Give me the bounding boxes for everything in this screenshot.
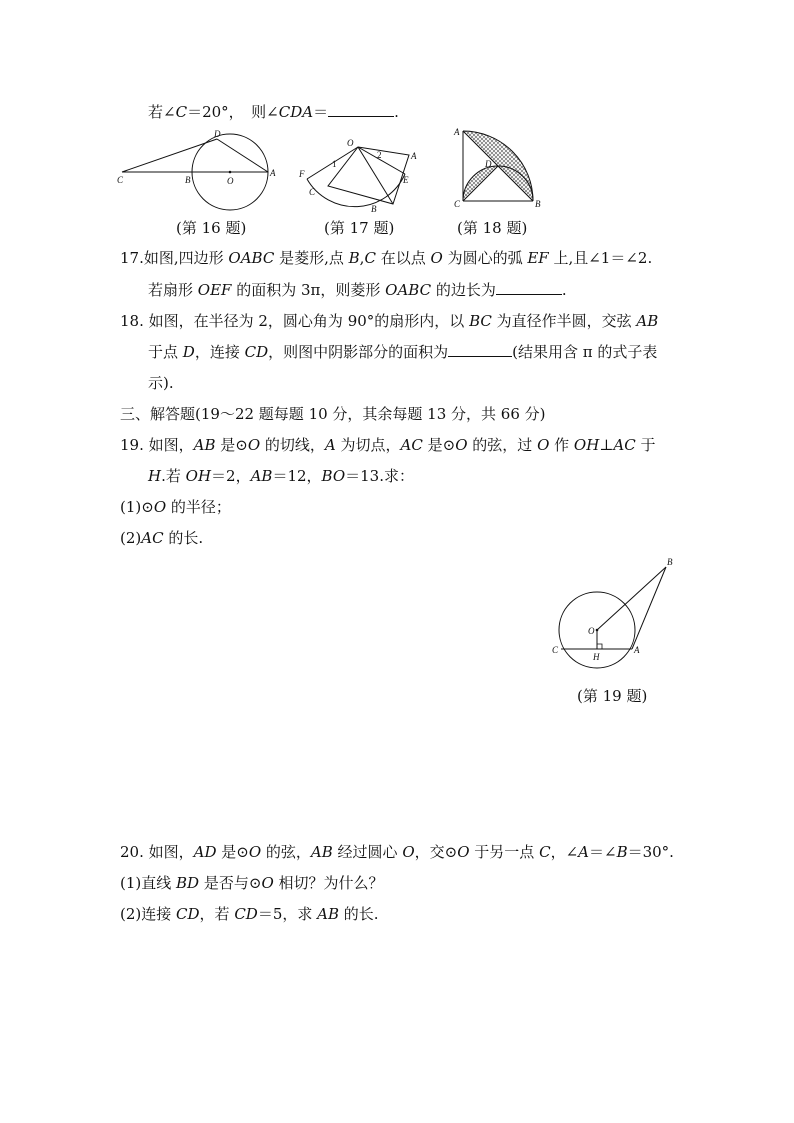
q19-line-1: 19. 如图，AB 是⊙O 的切线，A 为切点，AC 是⊙O 的弦，过 O 作 OH⊥AC 于 xyxy=(120,436,656,454)
caption-fig19: (第 19 题) xyxy=(577,687,648,705)
answer-blank-16 xyxy=(328,102,394,117)
fig19-right-angle xyxy=(597,644,602,649)
q20-part-1: (1)直线 BD 是否与⊙O 相切？为什么？ xyxy=(120,874,384,892)
svg-text:O: O xyxy=(227,176,234,186)
fig19-line-ab xyxy=(632,567,666,649)
svg-text:C: C xyxy=(309,187,316,197)
figure-17 xyxy=(295,134,425,214)
section-3-heading: 三、解答题(19～22 题每题 10 分，其余每题 13 分，共 66 分) xyxy=(120,405,546,423)
figure-16 xyxy=(115,128,275,188)
answer-blank-17 xyxy=(496,280,562,295)
q16-tail-line: 若∠C＝20°， 则∠CDA＝ . xyxy=(148,103,399,121)
svg-text:1: 1 xyxy=(332,159,337,169)
svg-text:B: B xyxy=(371,204,377,214)
q20-line-1: 20. 如图，AD 是⊙O 的弦，AB 经过圆心 O，交⊙O 于另一点 C，∠A＝∠B＝30°. xyxy=(120,843,674,861)
caption-fig17: (第 17 题) xyxy=(324,219,395,237)
q18-line-1: 18. 如图，在半径为 2，圆心角为 90°的扇形内，以 BC 为直径作半圆，交弦 AB xyxy=(120,312,659,330)
svg-text:A: A xyxy=(454,127,460,137)
svg-text:A: A xyxy=(411,151,417,161)
answer-blank-18 xyxy=(448,342,512,357)
q20-part-2: (2)连接 CD，若 CD＝5，求 AB 的长. xyxy=(120,905,379,923)
fig19-center-dot xyxy=(596,629,599,632)
svg-text:E: E xyxy=(403,175,409,185)
fig17-rhombus xyxy=(328,147,409,204)
fig16-line-cd xyxy=(122,139,217,172)
svg-text:B: B xyxy=(535,199,541,209)
q19-part-1: (1)⊙O 的半径； xyxy=(120,498,231,516)
q18-line-2: 于点 D，连接 CD，则图中阴影部分的面积为 (结果用含 π 的式子表 xyxy=(148,343,658,361)
svg-text:2: 2 xyxy=(377,150,382,160)
figure-19 xyxy=(548,555,688,665)
svg-text:A: A xyxy=(270,168,276,178)
q18-line-3: 示). xyxy=(148,374,174,392)
fig16-center-dot xyxy=(229,171,232,174)
caption-fig16: (第 16 题) xyxy=(176,219,247,237)
svg-text:H: H xyxy=(593,652,600,662)
q17-line-2: 若扇形 OEF 的面积为 3π，则菱形 OABC 的边长为 . xyxy=(148,281,567,299)
fig19-line-ob xyxy=(597,567,666,630)
fig17-arc-ef xyxy=(307,174,405,207)
svg-text:A: A xyxy=(634,645,640,655)
svg-text:B: B xyxy=(667,557,673,567)
q19-part-2: (2)AC 的长. xyxy=(120,529,204,547)
svg-text:B: B xyxy=(185,175,191,185)
svg-text:D: D xyxy=(485,159,492,169)
q19-line-2: H.若 OH＝2，AB＝12，BO＝13.求： xyxy=(148,467,414,485)
svg-text:O: O xyxy=(347,138,354,148)
q17-line-1: 17.如图,四边形 OABC 是菱形,点 B,C 在以点 O 为圆心的弧 EF 上,且∠1＝∠2. xyxy=(120,249,653,267)
svg-text:C: C xyxy=(454,199,461,209)
svg-text:O: O xyxy=(588,626,595,636)
svg-text:C: C xyxy=(552,645,559,655)
svg-text:F: F xyxy=(299,169,305,179)
fig16-line-da xyxy=(217,139,268,172)
figure-18 xyxy=(452,125,542,210)
svg-text:C: C xyxy=(117,175,124,185)
svg-text:D: D xyxy=(214,129,221,139)
caption-fig18: (第 18 题) xyxy=(457,219,528,237)
